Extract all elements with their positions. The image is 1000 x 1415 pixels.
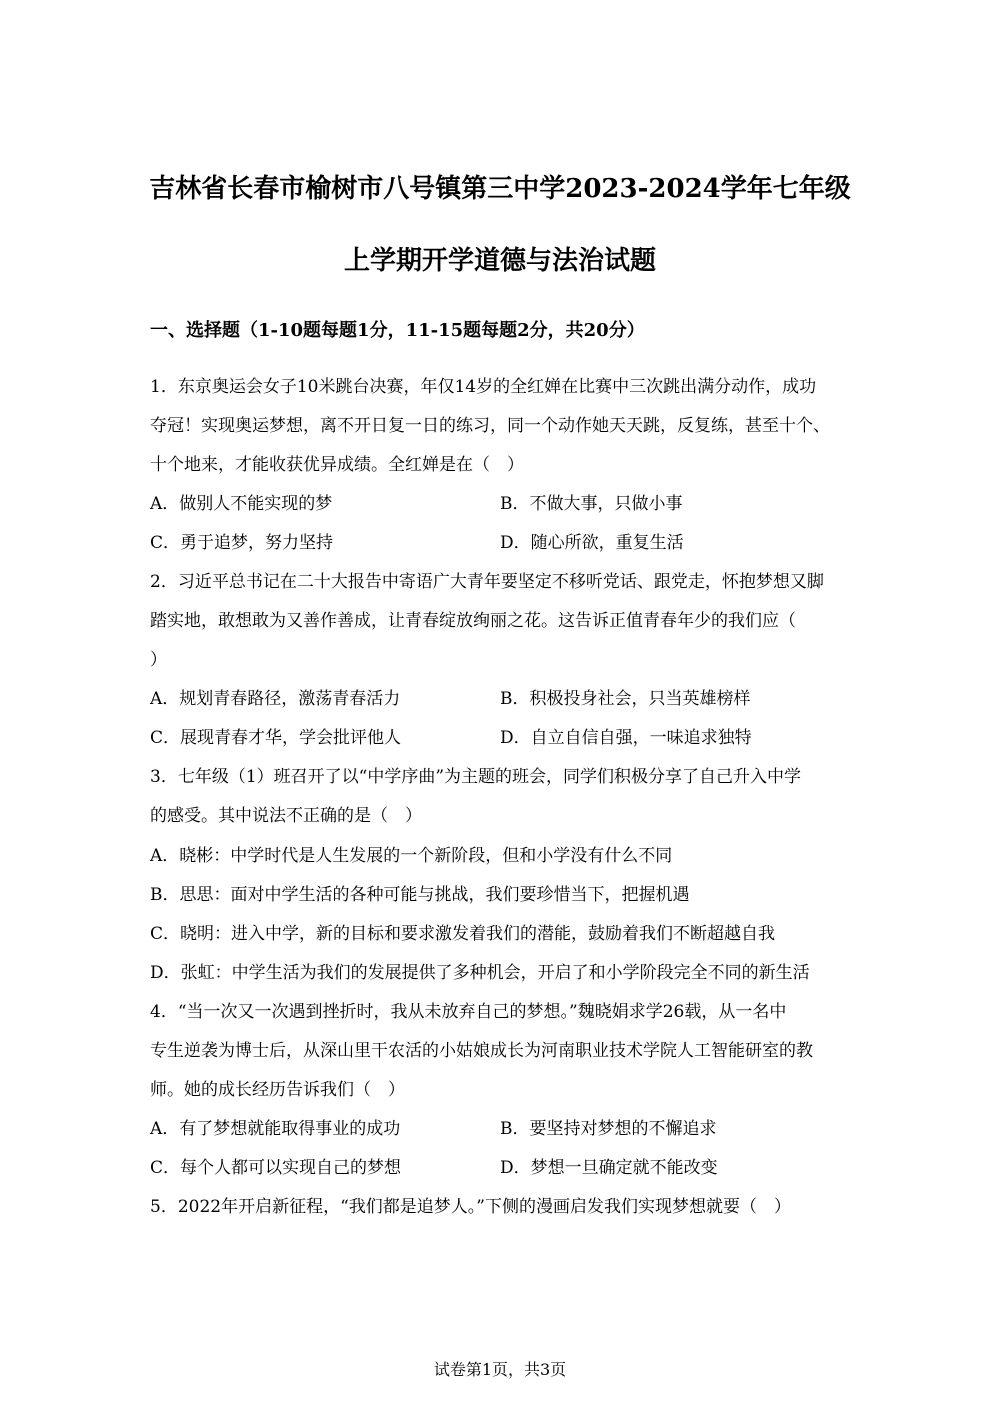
- question-3-option-a: A．晓彬：中学时代是人生发展的一个新阶段，但和小学没有什么不同: [150, 846, 673, 866]
- question-1-text-line-3: 十个地来，才能收获优异成绩。全红婵是在（ ）: [150, 455, 524, 475]
- question-2-option-c: C．展现青春才华，学会批评他人: [150, 728, 402, 748]
- question-4-text-line-1: 4．“当一次又一次遇到挫折时，我从未放弃自己的梦想。”魏晓娟求学26载，从一名中: [150, 1002, 787, 1022]
- question-1-option-a: A．做别人不能实现的梦: [150, 494, 333, 514]
- question-3-text-line-2: 的感受。其中说法不正确的是（ ）: [150, 806, 422, 826]
- question-2-text-line-3: ）: [150, 650, 167, 670]
- question-1-option-d: D．随心所欲，重复生活: [500, 533, 684, 553]
- question-3-option-d: D．张虹：中学生活为我们的发展提供了多种机会，开启了和小学阶段完全不同的新生活: [150, 963, 810, 983]
- question-1-text-line-1: 1．东京奥运会女子10米跳台决赛，年仅14岁的全红婵在比赛中三次跳出满分动作，成功: [150, 377, 817, 397]
- question-4-option-c: C．每个人都可以实现自己的梦想: [150, 1158, 402, 1178]
- question-4-text-line-3: 师。她的成长经历告诉我们（ ）: [150, 1080, 405, 1100]
- exam-title-line-1: 吉林省长春市榆树市八号镇第三中学2023-2024学年七年级: [149, 174, 851, 204]
- question-4-option-a: A．有了梦想就能取得事业的成功: [150, 1119, 401, 1139]
- question-4-text-line-2: 专生逆袭为博士后，从深山里干农活的小姑娘成长为河南职业技术学院人工智能研室的教: [150, 1041, 813, 1061]
- page-footer: 试卷第1页，共3页: [433, 1360, 567, 1379]
- question-2-option-d: D．自立自信自强，一味追求独特: [500, 728, 752, 748]
- question-5-text-line-1: 5．2022年开启新征程，“我们都是追梦人。”下侧的漫画启发我们实现梦想就要（ ）: [150, 1197, 791, 1217]
- exam-title-line-2: 上学期开学道德与法治试题: [343, 246, 656, 276]
- question-2-text-line-2: 踏实地，敢想敢为又善作善成，让青春绽放绚丽之花。这告诉正值青春年少的我们应（: [150, 611, 796, 631]
- question-2-option-a: A．规划青春路径，激荡青春活力: [150, 689, 401, 709]
- question-2-option-b: B．积极投身社会，只当英雄榜样: [500, 689, 751, 709]
- question-3-option-b: B．思思：面对中学生活的各种可能与挑战，我们要珍惜当下，把握机遇: [150, 885, 690, 905]
- question-3-text-line-1: 3．七年级（1）班召开了以“中学序曲”为主题的班会，同学们积极分享了自己升入中学: [150, 767, 802, 787]
- question-1-option-b: B．不做大事，只做小事: [500, 494, 683, 514]
- question-4-option-d: D．梦想一旦确定就不能改变: [500, 1158, 718, 1178]
- question-4-option-b: B．要坚持对梦想的不懈追求: [500, 1119, 717, 1139]
- question-2-text-line-1: 2．习近平总书记在二十大报告中寄语广大青年要坚定不移听党话、跟党走，怀抱梦想又脚: [150, 572, 824, 592]
- section-heading: 一、选择题（1-10题每题1分，11-15题每题2分，共20分）: [150, 320, 645, 341]
- question-1-option-c: C．勇于追梦，努力坚持: [150, 533, 334, 553]
- question-1-text-line-2: 夺冠！实现奥运梦想，离不开日复一日的练习，同一个动作她天天跳，反复练，甚至十个、: [150, 416, 830, 436]
- question-3-option-c: C．晓明：进入中学，新的目标和要求激发着我们的潜能，鼓励着我们不断超越自我: [150, 924, 776, 944]
